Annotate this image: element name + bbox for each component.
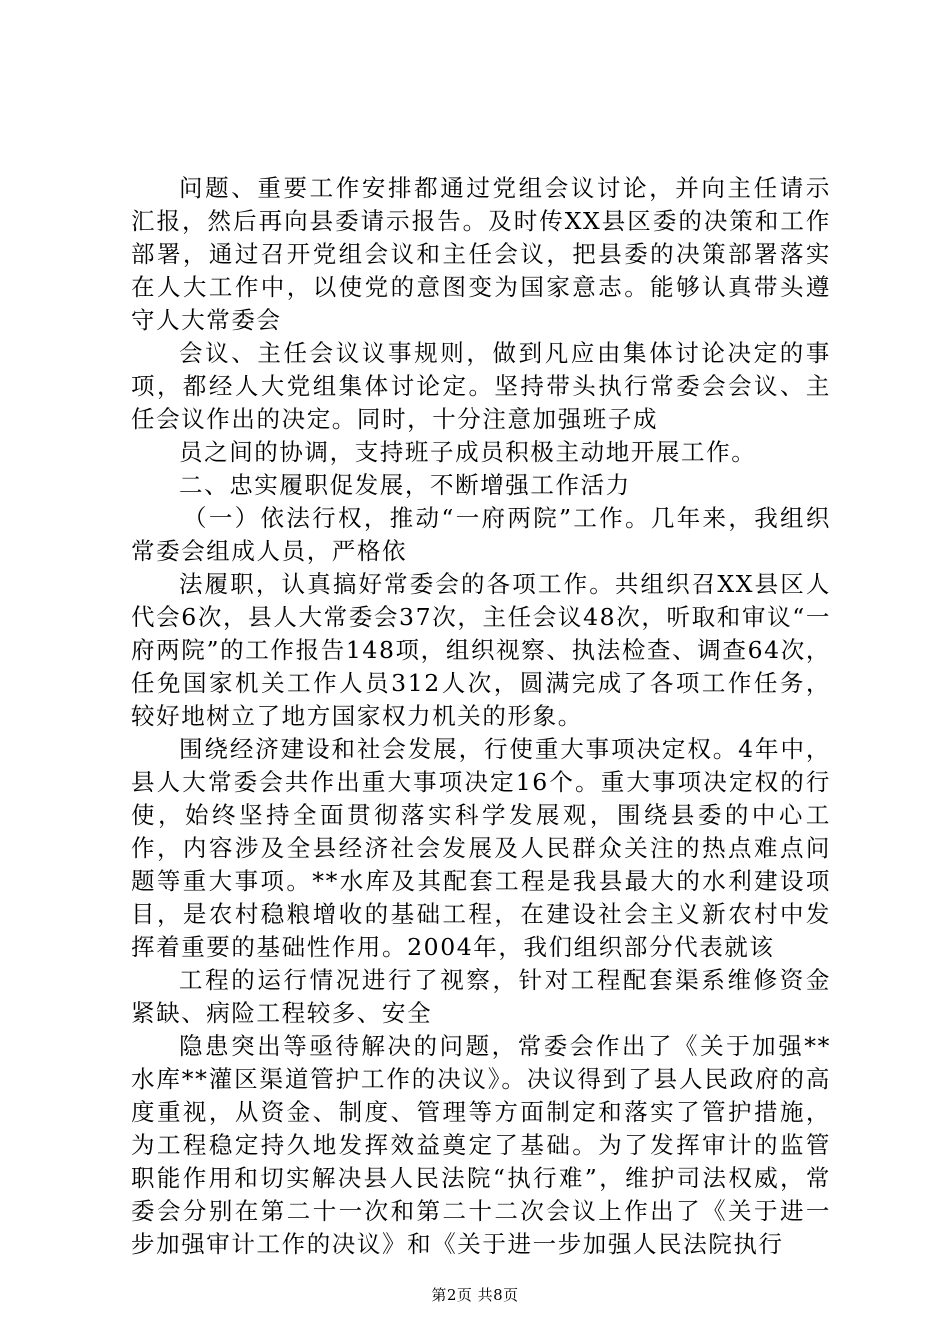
paragraph-1: 问题、重要工作安排都通过党组会议讨论，并向主任请示汇报，然后再向县委请示报告。及时传XX县区委的决策和工作部署，通过召开党组会议和主任会议，把县委的决策部署落实在人大工作中，以使党的意图变为国家意志。能够认真带头遵守人大常委会 — [131, 174, 831, 334]
paragraph-7: 围绕经济建设和社会发展，行使重大事项决定权。4年中，县人大常委会共作出重大事项决定16个。重大事项决定权的行使，始终坚持全面贯彻落实科学发展观，围绕县委的中心工作，内容涉及全县经济社会发展及人民群众关注的热点难点问题等重大事项。**水库及其配套工程是我县最大的水利建设项目，是农村稳粮增收的基础工程，在建设社会主义新农村中发挥着重要的基础性作用。2004年，我们组织部分代表就该 — [131, 735, 831, 961]
paragraph-3: 员之间的协调，支持班子成员积极主动地开展工作。 — [179, 438, 757, 466]
paragraph-2: 会议、主任会议议事规则，做到凡应由集体讨论决定的事项，都经人大党组集体讨论定。坚持带头执行常委会会议、主任会议作出的决定。同时，十分注意加强班子成 — [131, 339, 831, 433]
paragraph-9: 隐患突出等亟待解决的问题，常委会作出了《关于加强**水库**灌区渠道管护工作的决议》。决议得到了县人民政府的高度重视，从资金、制度、管理等方面制定和落实了管护措施，为工程稳定持久地发挥效益奠定了基础。为了发挥审计的监管职能作用和切实解决县人民法院“执行难”，维护司法权威，常委会分别在第二十一次和第二十二次会议上作出了《关于进一步加强审计工作的决议》和《关于进一步加强人民法院执行 — [131, 1032, 831, 1258]
subsection-heading: （一）依法行权，推动“一府两院”工作。几年来，我组织常委会组成人员，严格依 — [131, 504, 831, 565]
paragraph-6: 法履职，认真搞好常委会的各项工作。共组织召XX县区人代会6次，县人大常委会37次，主任会议48次，听取和审议“一府两院”的工作报告148项，组织视察、执法检查、调查64次，任免国家机关工作人员312人次，圆满完成了各项工作任务，较好地树立了地方国家权力机关的形象。 — [131, 570, 831, 730]
section-heading: 二、忠实履职促发展，不断增强工作活力 — [179, 471, 631, 499]
body-text — [131, 172, 831, 1261]
paragraph-8: 工程的运行情况进行了视察，针对工程配套渠系维修资金紧缺、病险工程较多、安全 — [131, 966, 831, 1027]
page-footer: 第2页 共8页 — [431, 1286, 519, 1304]
